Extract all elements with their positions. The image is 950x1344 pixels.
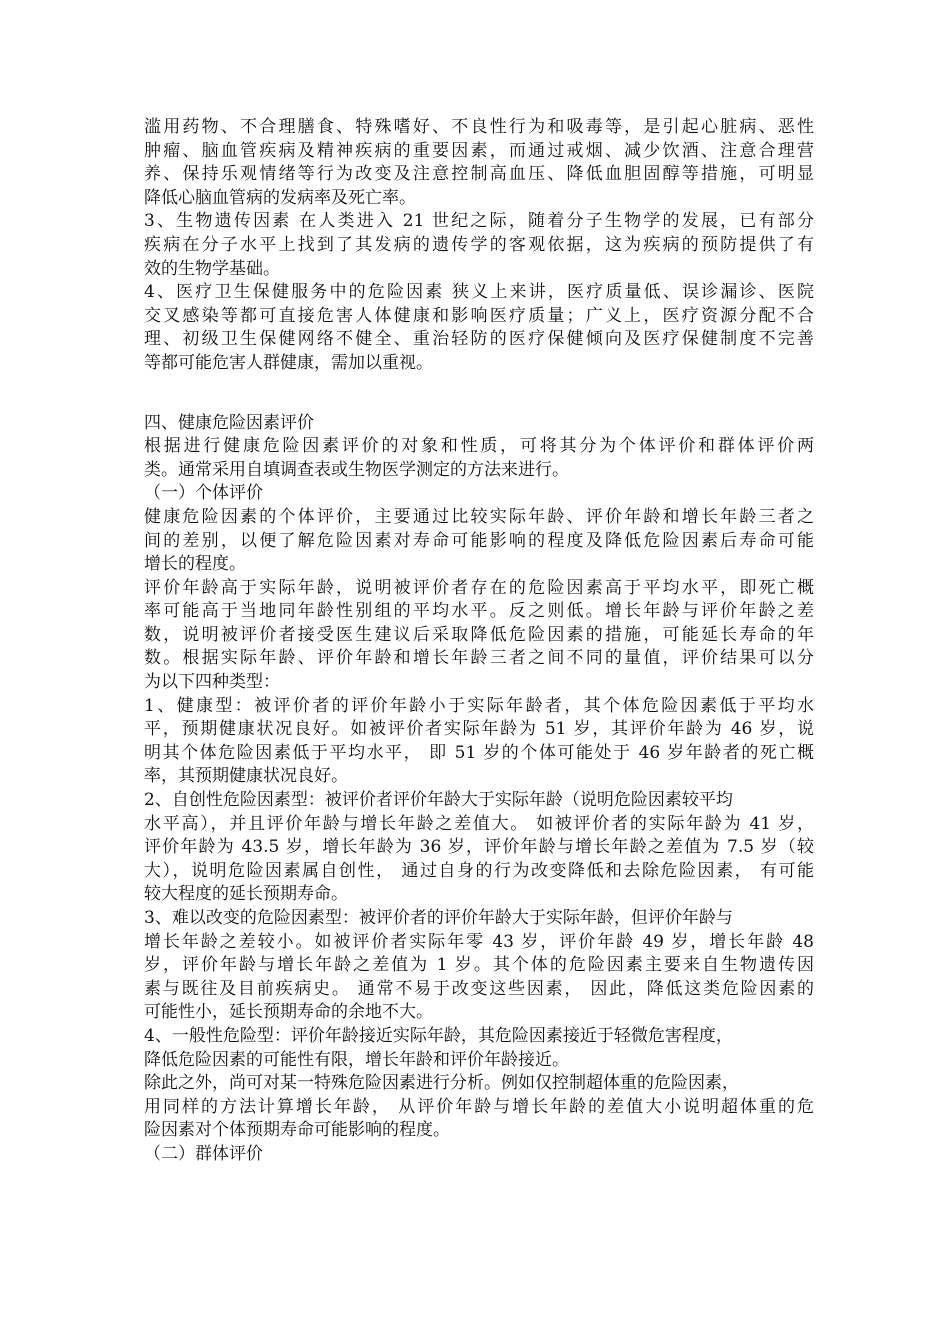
- body-text-line: 率，其预期健康状况良好。: [144, 766, 348, 787]
- section-spacer: [144, 376, 814, 412]
- subsection-heading: （二）群体评价: [144, 1143, 263, 1164]
- body-text-line: 理、初级卫生保健网络不健全、重治轻防的医疗保健倾向及医疗保健制度不完善: [144, 329, 814, 350]
- body-text-line: 养、保持乐观情绪等行为改变及注意控制高血压、降低血胆固醇等措施，可明显: [144, 164, 814, 185]
- body-text-line: 大），说明危险因素属自创性， 通过自身的行为改变降低和去除危险因素， 有可能: [144, 860, 814, 881]
- body-text-line: 疾病在分子水平上找到了其发病的遗传学的客观依据，这为疾病的预防提供了有: [144, 234, 814, 255]
- body-text-line: 明其个体危险因素低于平均水平， 即 51 岁的个体可能处于 46 岁年龄者的死亡概: [144, 742, 814, 763]
- body-text-line: 评价年龄高于实际年龄，说明被评价者存在的危险因素高于平均水平，即死亡概: [144, 577, 814, 598]
- body-text-line: 健康危险因素的个体评价，主要通过比较实际年龄、评价年龄和增长年龄三者之: [144, 506, 814, 527]
- body-text-line: 除此之外，尚可对某一特殊危险因素进行分析。例如仅控制超体重的危险因素，: [144, 1073, 739, 1094]
- body-text-line: 水平高），并且评价年龄与增长年龄之差值大。 如被评价者的实际年龄为 41 岁，: [144, 813, 814, 834]
- body-text-line: 较大程度的延长预期寿命。: [144, 884, 348, 905]
- body-text-line: 险因素对个体预期寿命可能影响的程度。: [144, 1120, 450, 1141]
- body-text-line: 评价年龄为 43.5 岁，增长年龄为 36 岁，评价年龄与增长年龄之差值为 7.5 岁（较: [144, 837, 814, 858]
- body-text-line: 降低危险因素的可能性有限，增长年龄和评价年龄接近。: [144, 1049, 569, 1070]
- section-heading: 四、健康危险因素评价: [144, 412, 314, 433]
- body-text-line: 滥用药物、不合理膳食、特殊嗜好、不良性行为和吸毒等，是引起心脏病、恶性: [144, 117, 814, 137]
- body-text-line: 2、自创性危险因素型：被评价者评价年龄大于实际年龄（说明危险因素较平均: [144, 790, 733, 811]
- body-text-line: 岁，评价年龄与增长年龄之差值为 1 岁。其个体的危险因素主要来自生物遗传因: [144, 955, 814, 976]
- body-text-line: 素与既往及目前疾病史。 通常不易于改变这些因素， 因此，降低这类危险因素的: [144, 978, 814, 999]
- body-text-line: 率可能高于当地同年龄性别组的平均水平。反之则低。增长年龄与评价年龄之差: [144, 601, 814, 622]
- body-text-line: 等都可能危害人群健康，需加以重视。: [144, 352, 433, 373]
- body-text-line: 可能性小，延长预期寿命的余地不大。: [144, 1002, 433, 1023]
- body-text-line: 数。根据实际年龄、评价年龄和增长年龄三者之间不同的量值，评价结果可以分: [144, 648, 814, 669]
- body-text-line: 3、难以改变的危险因素型：被评价者的评价年龄大于实际年龄，但评价年龄与: [144, 908, 733, 928]
- body-text-line: 1、健康型：被评价者的评价年龄小于实际年龄者，其个体危险因素低于平均水: [144, 695, 814, 716]
- body-text-line: 4、医疗卫生保健服务中的危险因素 狭义上来讲，医疗质量低、误诊漏诊、医院: [144, 282, 814, 303]
- subsection-heading: （一）个体评价: [144, 483, 263, 504]
- body-text-line: 根据进行健康危险因素评价的对象和性质，可将其分为个体评价和群体评价两: [144, 436, 814, 457]
- body-text-line: 类。通常采用自填调查表或生物医学测定的方法来进行。: [144, 459, 569, 480]
- body-text-line: 效的生物学基础。: [144, 258, 280, 279]
- body-text-line: 间的差别，以便了解危险因素对寿命可能影响的程度及降低危险因素后寿命可能: [144, 530, 814, 551]
- body-text-line: 肿瘤、脑血管疾病及精神疾病的重要因素，而通过戒烟、减少饮酒、注意合理营: [144, 140, 814, 161]
- body-text-line: 3、生物遗传因素 在人类进入 21 世纪之际，随着分子生物学的发展，已有部分: [144, 211, 814, 232]
- body-text-line: 数，说明被评价者接受医生建议后采取降低危险因素的措施，可能延长寿命的年: [144, 624, 814, 645]
- body-text-line: 用同样的方法计算增长年龄， 从评价年龄与增长年龄的差值大小说明超体重的危: [144, 1096, 814, 1117]
- body-text-line: 交叉感染等都可直接危害人体健康和影响医疗质量；广义上，医疗资源分配不合: [144, 305, 814, 326]
- body-text-line: 为以下四种类型：: [144, 672, 280, 693]
- body-text-line: 增长的程度。: [144, 554, 246, 575]
- document-page: [144, 116, 814, 1167]
- body-text-line: 增长年龄之差较小。如被评价者实际年零 43 岁，评价年龄 49 岁，增长年龄 48: [144, 931, 814, 952]
- body-text-line: 4、一般性危险型：评价年龄接近实际年龄，其危险因素接近于轻微危害程度，: [144, 1025, 733, 1046]
- body-text-line: 降低心脑血管病的发病率及死亡率。: [144, 187, 416, 208]
- body-text-line: 平，预期健康状况良好。如被评价者实际年龄为 51 岁，其评价年龄为 46 岁，说: [144, 719, 814, 740]
